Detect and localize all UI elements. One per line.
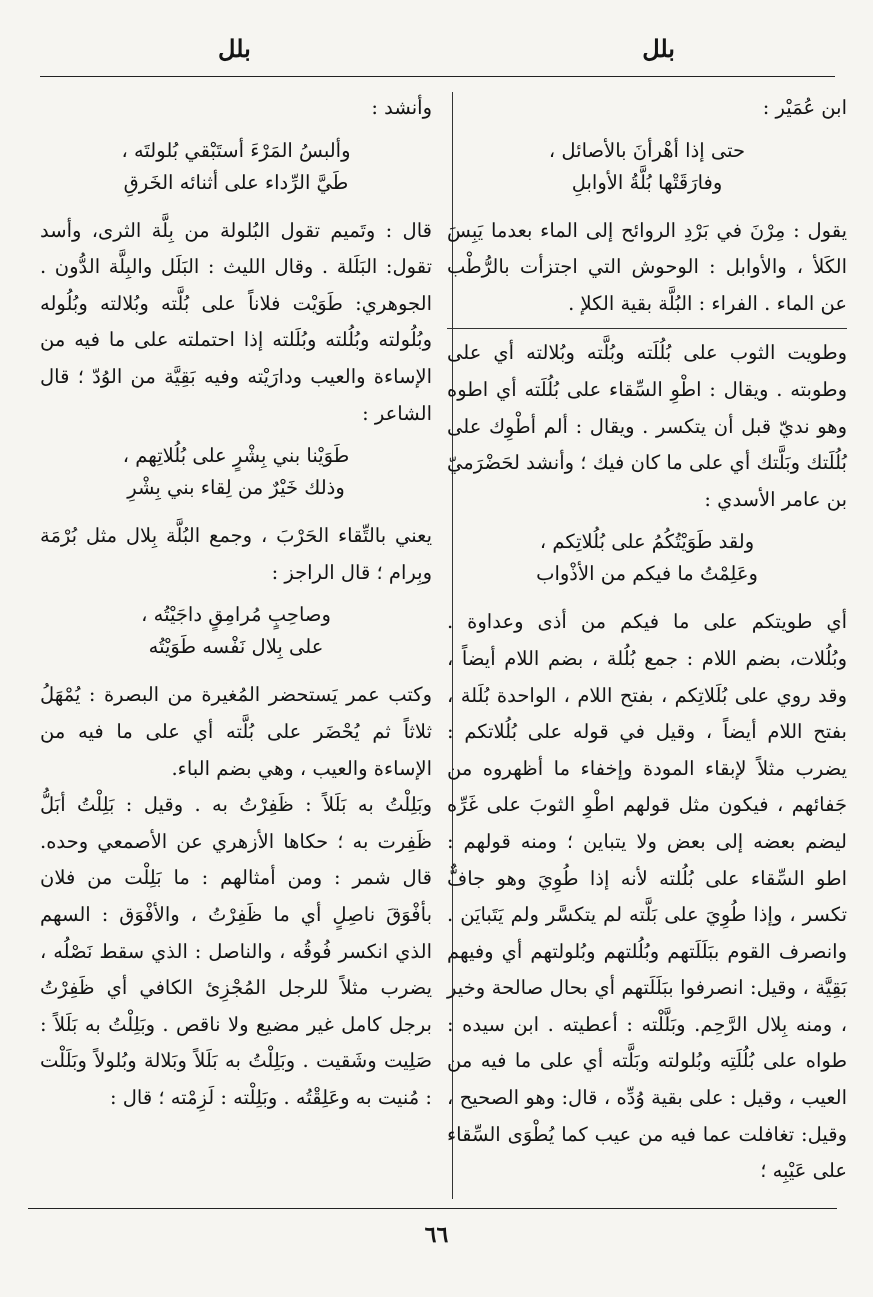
right-intro: ابن عُمَيْر : xyxy=(762,96,847,119)
left-intro: وأنشد : xyxy=(371,96,432,119)
right-paragraph-3: أي طويتكم على ما فيكم من أذى وعداوة . وبُلُلات، بضم اللام : جمع بُلُلة ، بضم اللام أيضاً ، وقد روي على بُلَلاتِكم ، بفتح اللام ، الواحدة بُلَلة ، بفتح اللام أيضاً ، وقيل في قوله على بُلُلاتكم : يضرب مثلاً لإبقاء المودة وإخفاء ما أظهروه من جَفائهم ، فيكون مثل قولهم اطْوِ الثوبَ على غَرِّه ليضم بعضه إلى بعض ولا يتباين ؛ ومنه قولهم : اطو السِّقاء على بُلُلته لأنه إذا طُوِيَ وهو جافٌّ تكسر ، وإذا طُوِيَ على بَلَّته لم يتكسَّر ولم يَتَبايَن . وانصرف القوم ببَلَلَتهم وبُلُلتهم وبُلولتهم أي وفيهم بَقِيَّة ، وقيل: انصرفوا ببَلَلَتهم أي بحال صالحة وخير ، ومنه بِلال الرَّحِم. وبَلَّلْته : أعطيته . ابن سيده : طواه على بُلُلَتِه وبُلولته وبَلَّته أي على ما فيه من العيب ، وقيل : على بقية وُدِّه ، قال: وهو الصحيح ، وقيل: تغافلت عما فيه من عيب كما يُطْوَى السِّقاء على عَيْبِه ؛ xyxy=(447,610,847,1183)
left-verse-2 xyxy=(40,440,432,504)
right-verse-1 xyxy=(447,135,847,199)
left-paragraph-4: وبَلِلْتُ به بَلَلاً : ظَفِرْتُ به . وقيل : بَلِلْتُ أبَلُّ ظَفِرت به ؛ حكاها الأزهري عن الأصمعي وحده. قال شمر : ومن أمثالهم : ما بَلِلْت من فلان بأفْوَقَ ناصِلٍ أي ما ظَفِرْتُ ، والأفْوَق : السهم الذي انكسر فُوقُه ، والناصل : الذي سقط نَصْلُه ، يضرب مثلاً للرجل المُجْزِئ الكافي أي ظَفِرْتُ برجل كامل غير مضيع ولا ناقص . وبَلِلْتُ به بَلَلاً : صَلِيت وشَقيت . وبَلِلْتُ به بَلَلاً وبَلالة وبُلولاً وبَلَلْت : مُنيت به وعَلِقْتُه . وبَلِلْته : لَزِمْته ؛ قال : xyxy=(40,793,432,1109)
running-head-right: بلل xyxy=(642,34,675,63)
right-paragraph-2: وطويت الثوب على بُلُلَته وبُلَّته وبُلالته أي على وطوبته . ويقال : اطْوِ السِّقاء على بُلُلَته أي اطوه وهو نديّ قبل أن يتكسر . ويقال : ألم أطْوِك على بُلُلَتك وبَلَّتك أي على ما كان فيك ؛ وأنشد لحَضْرَميّ بن عامر الأسدي : xyxy=(447,341,847,511)
verse-line: ولقد طَوَيْتُكُمُ على بُلُلاتِكم ، xyxy=(539,530,755,554)
verse-line: حتى إذا أهْرأنَ بالأصائل ، xyxy=(548,138,746,162)
right-paragraph-1: يقول : مِرْنَ في بَرْدِ الروائح إلى الماء بعدما يَبِسَ الكَلأ ، والأوابل : الوحوش التي اجتزأت بالرُّطْب عن الماء . الفراء : البُلَّة بقية الكلإ . xyxy=(447,218,847,315)
page-number: ٦٦ xyxy=(424,1222,449,1248)
header-rule xyxy=(40,76,835,77)
verse-line: على بِلال نَفْسه طَوَيْتُه xyxy=(148,635,324,659)
section-rule xyxy=(447,328,847,329)
verse-line: وذلك خَيْرٌ من لِقاء بني بِشْرِ xyxy=(127,476,345,500)
verse-line: طَوَيْنا بني بِشْرٍ على بُلُلاتِهم ، xyxy=(122,444,350,468)
left-column xyxy=(40,90,432,1116)
left-paragraph-2: يعني بالتِّقاء الحَرْبَ ، وجمع البُلَّة بِلال مثل بُرْمَة وبِرام ؛ قال الراجز : xyxy=(40,524,432,584)
verse-line: وألبسُ المَرْءَ أستَبْقي بُلولتَه ، xyxy=(121,138,351,162)
left-paragraph-1: قال : وتَميم تقول البُلولة من بِلَّة الثرى، وأسد تقول: البَلَلة . وقال الليث : البَلَل والبِلَّة الدُّون . الجوهري: طَوَيْت فلاناً على بُلَّته وبُلالته وبُلُوله وبُلُولته وبُلُلته وبُلَلته إذا احتملته على ما فيه من الإساءة والعيب ودارَيْته وفيه بَقِيَّة من الوُدّ ؛ قال الشاعر : xyxy=(40,218,432,425)
left-verse-3 xyxy=(40,599,432,663)
right-column xyxy=(447,90,847,1190)
left-paragraph-3: وكتب عمر يَستحضر المُغيرة من البصرة : يُمْهَلُ ثلاثاً ثم يُحْضَر على بُلَّته أي على ما فيه من الإساءة والعيب ، وهي بضم الباء. xyxy=(40,683,432,780)
verse-line: وصاحِبٍ مُرامِقٍ داجَيْتُه ، xyxy=(141,603,331,627)
running-head-left: بلل xyxy=(218,34,251,63)
left-verse-1 xyxy=(40,135,432,199)
verse-line: وعَلِمْتُ ما فيكم من الأذْواب xyxy=(536,562,758,586)
footer-rule xyxy=(28,1208,837,1209)
verse-line: وفارَقَتْها بُلَّةُ الأوابلِ xyxy=(571,170,723,194)
right-verse-2 xyxy=(447,526,847,590)
verse-line: طَيَّ الرِّداء على أثنائه الخَرقِ xyxy=(123,170,349,194)
